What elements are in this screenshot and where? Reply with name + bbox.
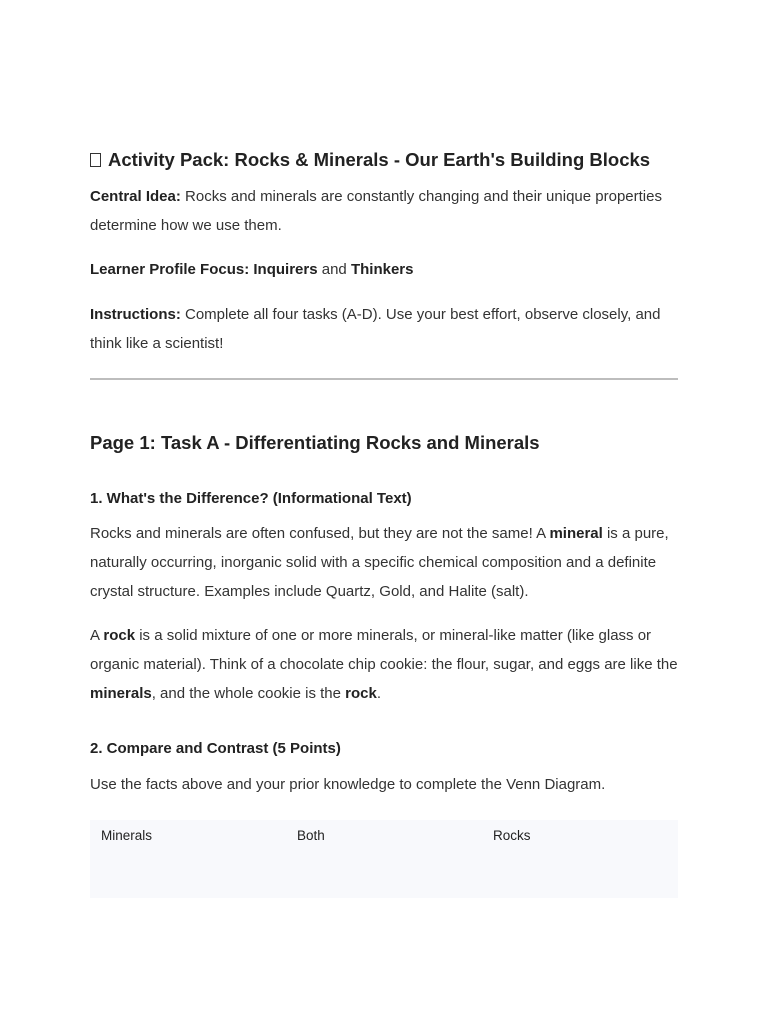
learner-profile-label: Learner Profile Focus: [90, 261, 250, 278]
mineral-definition: Rocks and minerals are often confused, but they are not the same! A mineral is a pure, naturally occurring, inorganic solid with a specific chemical composition and a definite crystal structure. Examples include Quartz, Gold, and Halite (salt). [90, 525, 669, 600]
section-2-heading: 2. Compare and Contrast (5 Points) [90, 740, 341, 757]
instructions-label: Instructions: [90, 306, 181, 323]
term-mineral: mineral [549, 525, 603, 542]
venn-column-both[interactable]: Both [297, 828, 325, 843]
section-divider [90, 378, 678, 380]
rock-definition: A rock is a solid mixture of one or more minerals, or mineral-like matter (like glass or organic material). Think of a chocolate chip cookie: the flour, sugar, and eggs are like the minerals, and the whole cookie is the rock. [90, 627, 678, 702]
instructions [90, 300, 678, 358]
page-title-text: Activity Pack: Rocks & Minerals - Our Earth's Building Blocks [108, 149, 651, 170]
central-idea [90, 182, 678, 240]
missing-glyph-icon [90, 153, 101, 167]
venn-column-rocks[interactable]: Rocks [493, 828, 531, 843]
task-a-heading: Page 1: Task A - Differentiating Rocks and Minerals [90, 432, 540, 453]
instructions-text: Complete all four tasks (A-D). Use your best effort, observe closely, and think like a scientist! [90, 306, 661, 352]
central-idea-label: Central Idea: [90, 188, 181, 205]
learner-profile-focus-inquirers: Inquirers [253, 261, 318, 278]
learner-profile-focus-thinkers: Thinkers [350, 261, 414, 278]
venn-column-minerals[interactable]: Minerals [101, 828, 153, 843]
term-minerals: minerals [90, 685, 152, 702]
venn-diagram-table[interactable] [90, 820, 678, 898]
term-rock: rock [103, 627, 136, 644]
central-idea-text: Rocks and minerals are constantly changing and their unique properties determine how we use them. [90, 188, 662, 234]
venn-instructions: Use the facts above and your prior knowledge to complete the Venn Diagram. [90, 776, 606, 793]
section-1-heading: 1. What's the Difference? (Informational Text) [90, 490, 412, 507]
learner-profile-joiner: and [317, 261, 351, 278]
term-rock-2: rock [345, 685, 377, 702]
page-title [90, 148, 678, 172]
learner-profile [90, 255, 678, 284]
